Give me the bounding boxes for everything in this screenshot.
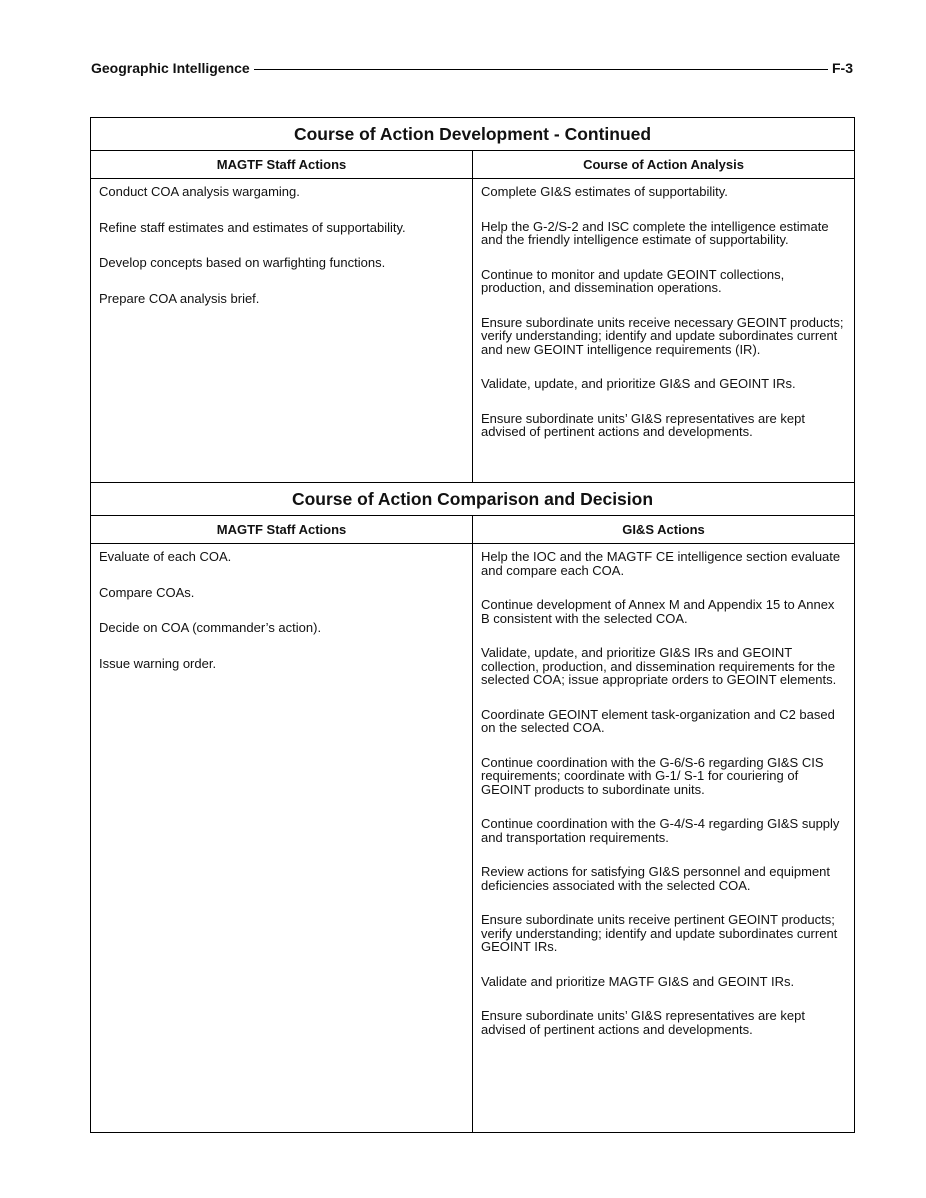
list-item: Refine staff estimates and estimates of supportability. — [99, 219, 406, 235]
gis-actions-cell — [473, 544, 855, 1133]
table-row — [91, 544, 855, 1133]
running-head-title: Geographic Intelligence — [91, 60, 250, 76]
section-title-row — [91, 118, 855, 151]
staff-actions-cell — [91, 179, 473, 483]
list-item: Ensure subordinate units’ GI&S representatives are kept advised of pertinent actions and developments. — [481, 410, 805, 439]
section-title-row — [91, 483, 855, 516]
section-title-coa-comparison: Course of Action Comparison and Decision — [91, 483, 855, 516]
list-item: Review actions for satisfying GI&S personnel and equipment deficiencies associated with the selected COA. — [481, 864, 831, 893]
table-row — [91, 179, 855, 483]
list-item: Continue coordination with the G-4/S-4 regarding GI&S supply and transportation requirements. — [481, 816, 840, 845]
list-item: Decide on COA (commander’s action). — [99, 620, 322, 635]
list-item: Complete GI&S estimates of supportability. — [481, 184, 728, 199]
list-item: Validate and prioritize MAGTF GI&S and GEOINT IRs. — [481, 973, 795, 989]
list-item: Prepare COA analysis brief. — [99, 290, 260, 306]
column-header-row — [91, 151, 855, 179]
coa-analysis-cell — [473, 179, 855, 483]
list-item: Continue coordination with the G-6/S-6 regarding GI&S CIS requirements; coordinate with G-1/ S-1 for couriering of GEOINT products to subordinate units. — [481, 754, 824, 797]
list-item: Develop concepts based on warfighting functions. — [99, 255, 386, 270]
list-item: Ensure subordinate units’ GI&S representatives are kept advised of pertinent actions and developments. — [481, 1008, 805, 1037]
header-rule — [254, 69, 828, 70]
column-header-gis-actions: GI&S Actions — [473, 516, 855, 544]
list-item: Evaluate of each COA. — [99, 549, 232, 564]
section-title-coa-development: Course of Action Development - Continued — [91, 118, 855, 151]
list-item: Validate, update, and prioritize GI&S IRs and GEOINT collection, production, and dissemination requirements for the selected COA; issue appropriate orders to GEOINT elements. — [481, 645, 837, 687]
column-header-staff-actions: MAGTF Staff Actions — [91, 516, 473, 544]
list-item: Compare COAs. — [99, 584, 195, 600]
list-item: Validate, update, and prioritize GI&S and GEOINT IRs. — [481, 376, 796, 391]
list-item: Coordinate GEOINT element task-organization and C2 based on the selected COA. — [481, 706, 835, 735]
column-header-coa-analysis: Course of Action Analysis — [473, 151, 855, 179]
list-item: Ensure subordinate units receive necessary GEOINT products; verify understanding; identify and update subordinates current and new GEOINT intelligence requirements (IR). — [481, 314, 844, 357]
list-item: Ensure subordinate units receive pertinent GEOINT products; verify understanding; identify and update subordinates current GEOINT IRs. — [481, 912, 838, 954]
page-number: F-3 — [832, 60, 853, 76]
staff-actions-cell — [91, 544, 473, 1133]
list-item: Help the G-2/S-2 and ISC complete the intelligence estimate and the friendly intelligence estimate of supportability. — [481, 218, 829, 247]
list-item: Issue warning order. — [99, 655, 217, 671]
coa-table — [90, 117, 855, 1133]
list-item: Continue development of Annex M and Appendix 15 to Annex B consistent with the selected COA. — [481, 597, 835, 626]
column-header-staff-actions: MAGTF Staff Actions — [91, 151, 473, 179]
list-item: Help the IOC and the MAGTF CE intelligence section evaluate and compare each COA. — [481, 549, 841, 578]
column-header-row — [91, 516, 855, 544]
list-item: Continue to monitor and update GEOINT collections, production, and dissemination operations. — [481, 266, 785, 295]
running-head — [91, 60, 853, 76]
list-item: Conduct COA analysis wargaming. — [99, 184, 300, 199]
